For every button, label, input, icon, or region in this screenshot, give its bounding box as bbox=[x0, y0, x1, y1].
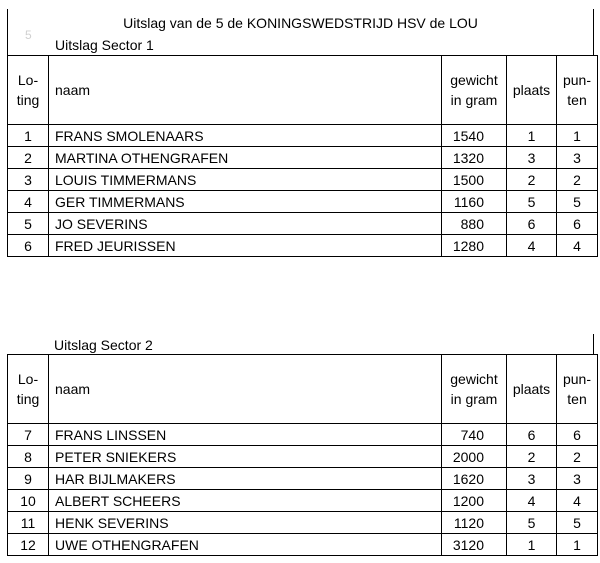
cell-naam: LOUIS TIMMERMANS bbox=[49, 169, 442, 191]
cell-naam: HAR BIJLMAKERS bbox=[49, 468, 442, 490]
sector-title: Uitslag Sector 2 bbox=[54, 337, 153, 353]
cell-gewicht: 880 bbox=[442, 213, 507, 235]
cell-punten: 6 bbox=[557, 213, 598, 235]
cell-gewicht: 3120 bbox=[442, 534, 507, 556]
header-loting: Lo- ting bbox=[8, 355, 49, 424]
cell-gewicht: 1320 bbox=[442, 147, 507, 169]
table-row bbox=[8, 235, 598, 257]
cell-loting: 3 bbox=[8, 169, 49, 191]
cell-loting: 5 bbox=[8, 213, 49, 235]
table-row bbox=[8, 125, 598, 147]
sector-title: Uitslag Sector 1 bbox=[55, 37, 154, 53]
table-row bbox=[8, 446, 598, 468]
cell-gewicht: 740 bbox=[442, 424, 507, 446]
header-row bbox=[8, 355, 598, 424]
cell-punten: 3 bbox=[557, 147, 598, 169]
header-naam: naam bbox=[49, 355, 442, 424]
header-gewicht: gewicht in gram bbox=[442, 56, 507, 125]
cell-punten: 2 bbox=[557, 169, 598, 191]
sector-2-caption bbox=[7, 334, 594, 354]
cell-gewicht: 1200 bbox=[442, 490, 507, 512]
corner-number: 5 bbox=[25, 28, 32, 42]
sector-1-block bbox=[7, 9, 594, 257]
cell-punten: 5 bbox=[557, 191, 598, 213]
header-row bbox=[8, 56, 598, 125]
cell-loting: 2 bbox=[8, 147, 49, 169]
cell-naam: JO SEVERINS bbox=[49, 213, 442, 235]
table-row bbox=[8, 490, 598, 512]
cell-plaats: 3 bbox=[507, 468, 557, 490]
cell-plaats: 1 bbox=[507, 534, 557, 556]
table-row bbox=[8, 213, 598, 235]
cell-punten: 1 bbox=[557, 534, 598, 556]
cell-naam: UWE OTHENGRAFEN bbox=[49, 534, 442, 556]
cell-punten: 5 bbox=[557, 512, 598, 534]
results-table bbox=[7, 55, 598, 257]
cell-naam: HENK SEVERINS bbox=[49, 512, 442, 534]
table-row bbox=[8, 191, 598, 213]
table-row bbox=[8, 147, 598, 169]
cell-loting: 10 bbox=[8, 490, 49, 512]
cell-gewicht: 1540 bbox=[442, 125, 507, 147]
cell-loting: 12 bbox=[8, 534, 49, 556]
sector-2-block bbox=[7, 334, 594, 556]
cell-plaats: 4 bbox=[507, 235, 557, 257]
header-gewicht: gewicht in gram bbox=[442, 355, 507, 424]
cell-gewicht: 1120 bbox=[442, 512, 507, 534]
cell-gewicht: 1500 bbox=[442, 169, 507, 191]
document-title: Uitslag van de 5 de KONINGSWEDSTRIJD HSV de LOU bbox=[123, 15, 478, 31]
cell-plaats: 1 bbox=[507, 125, 557, 147]
table-row bbox=[8, 512, 598, 534]
cell-naam: MARTINA OTHENGRAFEN bbox=[49, 147, 442, 169]
cell-loting: 8 bbox=[8, 446, 49, 468]
cell-plaats: 2 bbox=[507, 446, 557, 468]
header-punten: pun- ten bbox=[557, 56, 598, 125]
cell-loting: 1 bbox=[8, 125, 49, 147]
table-row bbox=[8, 169, 598, 191]
header-plaats: plaats bbox=[507, 56, 557, 125]
cell-naam: FRANS LINSSEN bbox=[49, 424, 442, 446]
header-plaats: plaats bbox=[507, 355, 557, 424]
cell-punten: 4 bbox=[557, 235, 598, 257]
header-naam: naam bbox=[49, 56, 442, 125]
cell-gewicht: 2000 bbox=[442, 446, 507, 468]
cell-naam: GER TIMMERMANS bbox=[49, 191, 442, 213]
cell-plaats: 2 bbox=[507, 169, 557, 191]
cell-plaats: 6 bbox=[507, 213, 557, 235]
cell-naam: ALBERT SCHEERS bbox=[49, 490, 442, 512]
cell-naam: FRANS SMOLENAARS bbox=[49, 125, 442, 147]
cell-punten: 2 bbox=[557, 446, 598, 468]
cell-loting: 7 bbox=[8, 424, 49, 446]
cell-plaats: 3 bbox=[507, 147, 557, 169]
cell-plaats: 5 bbox=[507, 191, 557, 213]
cell-plaats: 4 bbox=[507, 490, 557, 512]
table-row bbox=[8, 424, 598, 446]
cell-punten: 6 bbox=[557, 424, 598, 446]
cell-loting: 6 bbox=[8, 235, 49, 257]
cell-loting: 11 bbox=[8, 512, 49, 534]
sector-1-caption bbox=[7, 9, 594, 55]
table-row bbox=[8, 534, 598, 556]
cell-gewicht: 1280 bbox=[442, 235, 507, 257]
cell-loting: 4 bbox=[8, 191, 49, 213]
table-row bbox=[8, 468, 598, 490]
header-punten: pun- ten bbox=[557, 355, 598, 424]
cell-plaats: 5 bbox=[507, 512, 557, 534]
cell-plaats: 6 bbox=[507, 424, 557, 446]
cell-punten: 4 bbox=[557, 490, 598, 512]
cell-gewicht: 1160 bbox=[442, 191, 507, 213]
cell-loting: 9 bbox=[8, 468, 49, 490]
header-loting: Lo- ting bbox=[8, 56, 49, 125]
cell-naam: PETER SNIEKERS bbox=[49, 446, 442, 468]
results-table bbox=[7, 354, 598, 556]
cell-naam: FRED JEURISSEN bbox=[49, 235, 442, 257]
cell-gewicht: 1620 bbox=[442, 468, 507, 490]
cell-punten: 3 bbox=[557, 468, 598, 490]
cell-punten: 1 bbox=[557, 125, 598, 147]
